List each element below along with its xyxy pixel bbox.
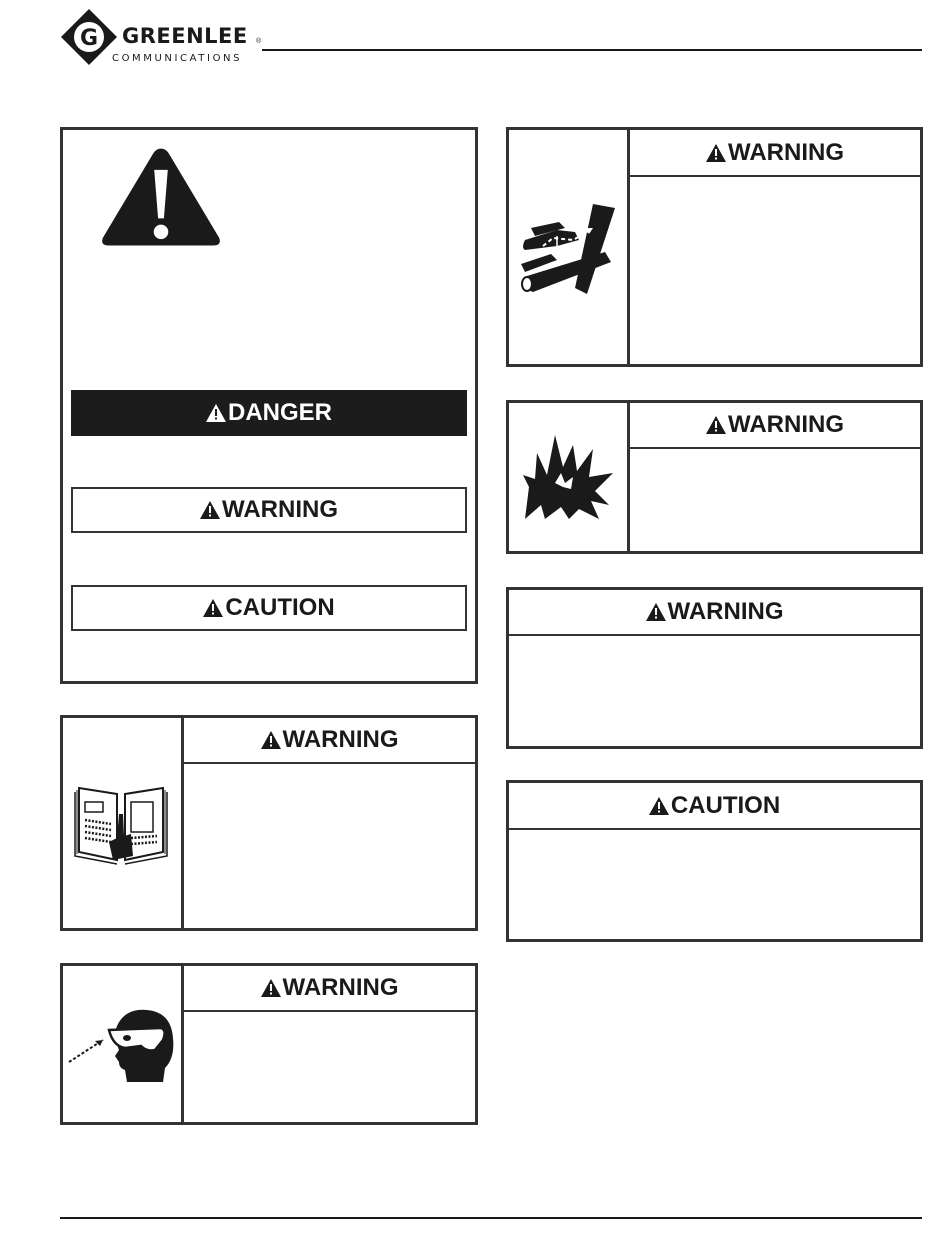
general-warning-label: WARNING: [667, 598, 784, 625]
general-caution-header: [509, 783, 920, 830]
eye-protection-warning-header: [184, 966, 475, 1012]
manual-warning-panel: [60, 715, 478, 931]
injection-warning-label: WARNING: [728, 138, 844, 166]
manual-warning-label: WARNING: [282, 726, 399, 753]
alert-triangle-icon: [261, 731, 281, 749]
greenlee-logo: [60, 8, 270, 68]
alert-triangle-icon: [200, 501, 220, 519]
explosion-warning-panel: [506, 400, 923, 554]
registered-mark: ®: [256, 38, 262, 45]
brand-subtitle: COMMUNICATIONS: [112, 53, 243, 64]
logo-letter: G: [79, 26, 99, 51]
explosion-warning-label: WARNING: [728, 411, 844, 438]
general-warning-panel: [506, 587, 923, 749]
warning-label: WARNING: [222, 496, 338, 523]
manual-icon-cell: [63, 718, 184, 928]
manual-warning-header: [184, 718, 475, 764]
danger-label: DANGER: [227, 399, 332, 426]
alert-triangle-icon: [646, 603, 666, 621]
eye-protection-warning-panel: [60, 963, 478, 1125]
general-caution-label: CAUTION: [670, 791, 781, 819]
explosion-icon: [521, 427, 617, 523]
alert-triangle-icon: [203, 599, 223, 617]
injection-warning-header: [630, 130, 920, 177]
header-rule: [262, 49, 922, 51]
alert-triangle-icon: [206, 404, 226, 422]
general-warning-header: [509, 590, 920, 636]
eye-protection-icon-cell: [63, 966, 184, 1122]
explosion-warning-header: [630, 403, 920, 449]
alert-triangle-icon: [261, 979, 281, 997]
caution-label: CAUTION: [225, 594, 335, 621]
safety-alert-panel: [60, 127, 478, 684]
safety-alert-triangle-icon: [99, 144, 223, 250]
footer-rule: [60, 1217, 922, 1219]
alert-triangle-icon: [706, 144, 726, 162]
greenlee-g-logo-icon: [60, 8, 118, 66]
injection-warning-panel: [506, 127, 923, 367]
caution-signal-box: [71, 585, 467, 631]
eye-protection-warning-label: WARNING: [282, 974, 399, 1001]
alert-triangle-icon: [649, 797, 669, 815]
brand-name: GREENLEE: [122, 24, 248, 48]
read-manual-icon: [71, 776, 171, 870]
fluid-injection-hand-icon: [517, 200, 621, 296]
eye-protection-icon: [67, 1006, 177, 1086]
warning-signal-box: [71, 487, 467, 533]
explosion-icon-cell: [509, 403, 630, 551]
alert-triangle-icon: [706, 416, 726, 434]
danger-signal-box: [71, 390, 467, 436]
general-caution-panel: [506, 780, 923, 942]
injection-icon-cell: [509, 130, 630, 364]
